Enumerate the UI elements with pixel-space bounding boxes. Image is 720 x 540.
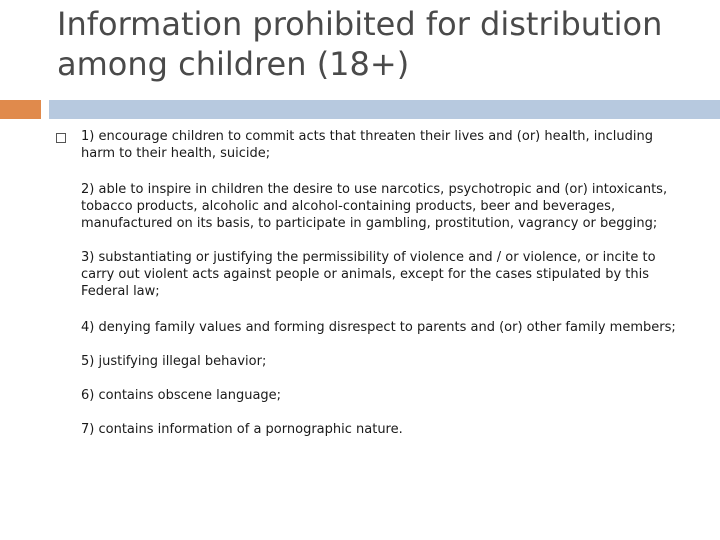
accent-bar-orange — [0, 100, 41, 119]
bullet-content — [81, 128, 681, 438]
list-item-5: 5) justifying illegal behavior; — [81, 354, 267, 369]
accent-bar-blue — [49, 100, 720, 119]
slide-title: Information prohibited for distribution among children (18+) — [57, 5, 663, 83]
list-item-2: 2) able to inspire in children the desire to use narcotics, psychotropic and (or) intoxicants, tobacco products, alcoholic and alcohol-containing products, beer and beverages, manufactured on its basis, to participate in gambling, prostitution, vagrancy or begging; — [81, 182, 668, 231]
list-item-3: 3) substantiating or justifying the permissibility of violence and / or violence, or incite to carry out violent acts against people or animals, except for the cases stipulated by this Federal law; — [81, 250, 656, 299]
list-item-4: 4) denying family values and forming disrespect to parents and (or) other family members; — [81, 320, 676, 335]
list-item-6: 6) contains obscene language; — [81, 388, 282, 403]
square-bullet-icon — [56, 133, 66, 143]
list-item-7: 7) contains information of a pornographic nature. — [81, 422, 403, 437]
list-item-1: 1) encourage children to commit acts that threaten their lives and (or) health, including harm to their health, suicide; — [81, 129, 653, 161]
